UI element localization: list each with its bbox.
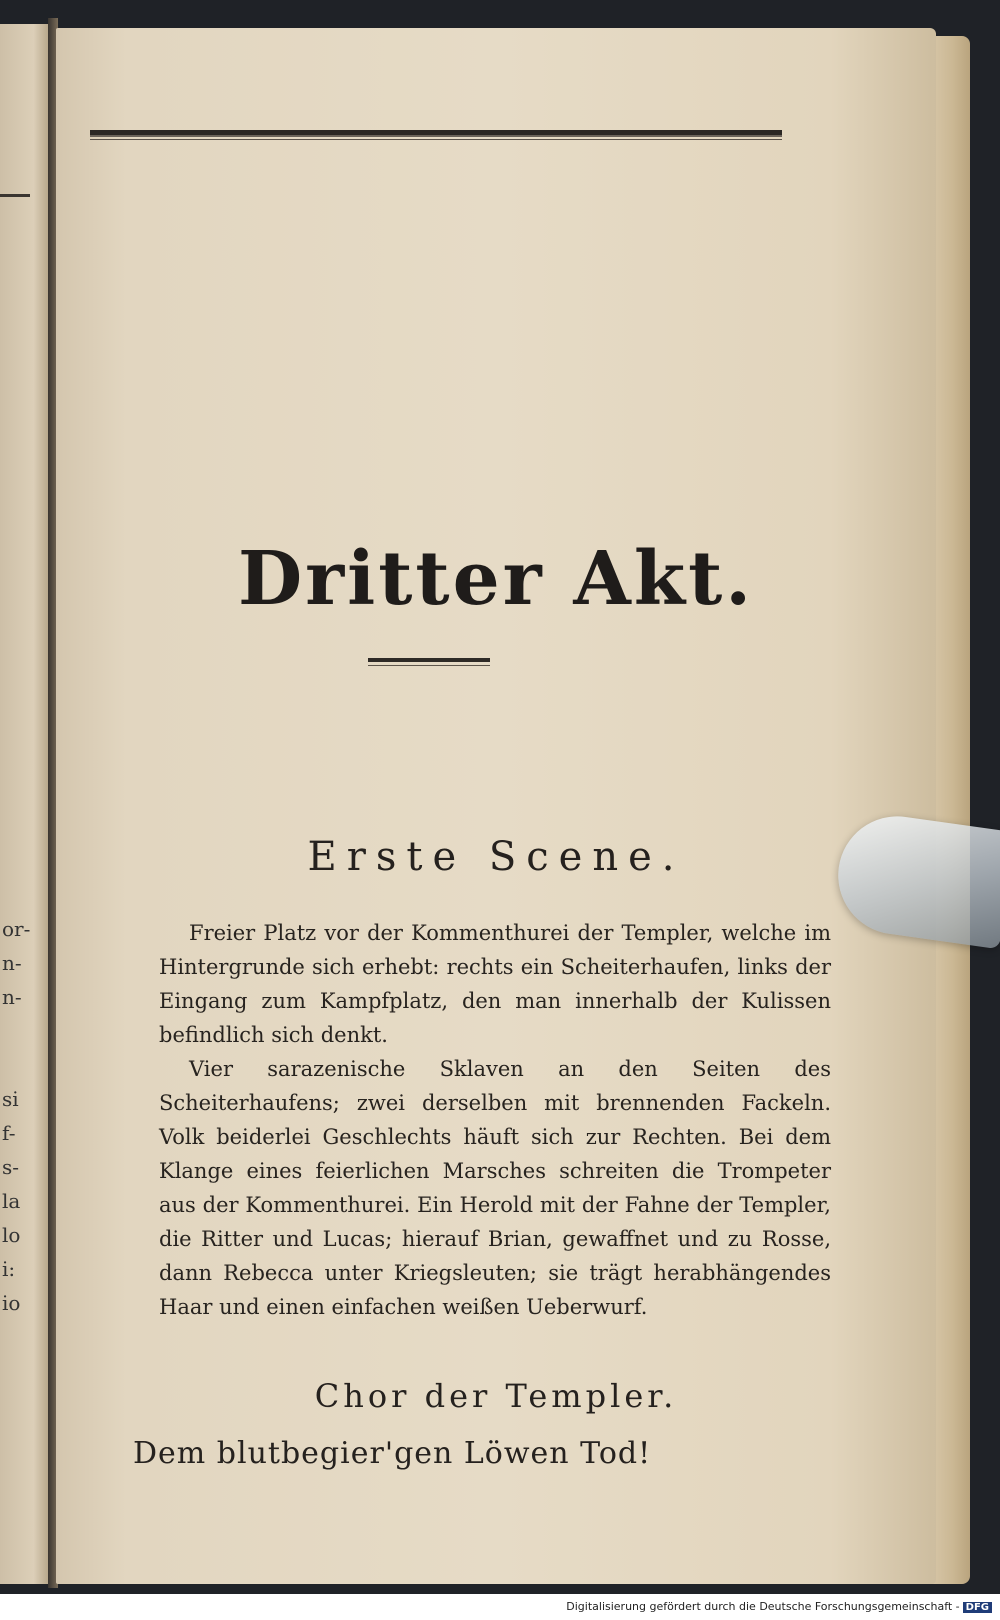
fragment: s-	[2, 1155, 20, 1179]
fragment: or-	[2, 917, 31, 941]
fragment: si	[2, 1087, 19, 1111]
stage-paragraph: Freier Platz vor der Kommenthurei der Templer, welche im Hintergrunde sich erhebt: rechts ein Scheiterhaufen, links der Eingang zum Kampfplatz, den man innerhalb der Kulissen befindlich sich denkt.	[159, 921, 831, 1047]
funding-credit	[566, 1600, 992, 1613]
fragment: i:	[2, 1257, 16, 1281]
top-rule-thin	[90, 139, 782, 140]
fragment: lo	[2, 1223, 21, 1247]
top-double-rule	[90, 130, 782, 137]
chorus-heading: Chor der Templer.	[314, 1377, 678, 1415]
facing-page-rule	[0, 194, 30, 197]
fragment: la	[2, 1189, 21, 1213]
fragment	[2, 1014, 30, 1048]
scene-title: Erste Scene.	[307, 834, 685, 880]
facing-page-fragments	[2, 912, 30, 1320]
book-page	[56, 28, 936, 1584]
credit-text: Digitalisierung gefördert durch die Deutsche Forschungsgemeinschaft -	[566, 1600, 960, 1613]
facing-page-strip	[0, 24, 48, 1584]
fragment: n-	[2, 985, 22, 1009]
section-divider	[368, 658, 490, 662]
fragment: n-	[2, 951, 22, 975]
stage-directions	[159, 916, 831, 1324]
fragment	[2, 1048, 30, 1082]
dfg-logo: DFG	[963, 1602, 992, 1613]
act-title: Dritter Akt.	[237, 536, 755, 622]
stage-paragraph: Vier sarazenische Sklaven an den Seiten des Scheiterhaufens; zwei derselben mit brennenden Fackeln. Volk beiderlei Geschlechts häuft sich zur Rechten. Bei dem Klange eines feierlichen Marsches schreiten die Trompeter aus der Kommenthurei. Ein Herold mit der Fahne der Templer, die Ritter und Lucas; hierauf Brian, gewaffnet und zu Rosse, dann Rebecca unter Kriegsleuten; sie trägt herabhängendes Haar und einen einfachen weißen Ueberwurf.	[159, 1057, 831, 1319]
fragment: f-	[2, 1121, 16, 1145]
section-divider-thin	[368, 665, 490, 666]
fragment: io	[2, 1291, 21, 1315]
verse-line: Dem blutbegier'gen Löwen Tod!	[133, 1436, 652, 1471]
